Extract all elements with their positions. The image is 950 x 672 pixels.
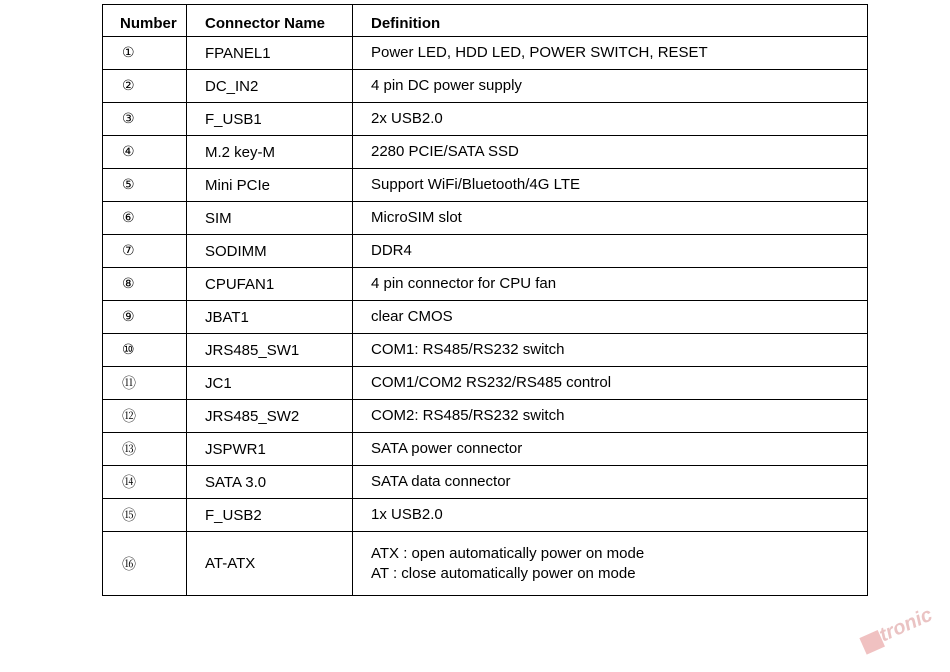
row-number: ② [103, 70, 187, 103]
entronic-watermark [848, 590, 950, 671]
row-number: ⑩ [103, 334, 187, 367]
row-definition [353, 400, 868, 433]
row-definition [353, 433, 868, 466]
definition-line: 4 pin DC power supply [371, 77, 522, 94]
definition-line: MicroSIM slot [371, 209, 462, 226]
row-connector-name: JSPWR1 [187, 433, 353, 466]
row-connector-name: CPUFAN1 [187, 268, 353, 301]
table-row [103, 532, 868, 596]
row-definition [353, 169, 868, 202]
definition-line: Power LED, HDD LED, POWER SWITCH, RESET [371, 44, 708, 61]
row-definition [353, 136, 868, 169]
row-connector-name: SODIMM [187, 235, 353, 268]
definition-line: SATA power connector [371, 440, 523, 457]
table-row [103, 268, 868, 301]
table-row [103, 169, 868, 202]
definition-line: 4 pin connector for CPU fan [371, 275, 557, 292]
definition-line: 1x USB2.0 [371, 506, 443, 523]
definition-line: 2x USB2.0 [371, 110, 443, 127]
row-number: ⑬ [103, 433, 187, 466]
table-row [103, 433, 868, 466]
row-definition [353, 70, 868, 103]
row-number: ⑪ [103, 367, 187, 400]
row-number: ⑭ [103, 466, 187, 499]
row-number: ⑦ [103, 235, 187, 268]
row-number: ⑨ [103, 301, 187, 334]
definition-line: 2280 PCIE/SATA SSD [371, 143, 519, 160]
table-row [103, 499, 868, 532]
definition-line: Support WiFi/Bluetooth/4G LTE [371, 176, 580, 193]
row-definition [353, 301, 868, 334]
row-number: ③ [103, 103, 187, 136]
row-definition [353, 37, 868, 70]
definition-line: DDR4 [371, 242, 412, 259]
definition-line: SATA data connector [371, 473, 511, 490]
table-row [103, 466, 868, 499]
row-connector-name: F_USB2 [187, 499, 353, 532]
table-row [103, 334, 868, 367]
row-number: ⑫ [103, 400, 187, 433]
row-connector-name: DC_IN2 [187, 70, 353, 103]
row-definition [353, 268, 868, 301]
connector-table [102, 4, 868, 596]
row-definition [353, 466, 868, 499]
table-header-row [103, 5, 868, 37]
row-number: ⑯ [103, 532, 187, 596]
row-number: ① [103, 37, 187, 70]
row-definition [353, 532, 868, 596]
table-row [103, 235, 868, 268]
row-connector-name: SIM [187, 202, 353, 235]
table-row [103, 202, 868, 235]
row-number: ⑮ [103, 499, 187, 532]
row-number: ④ [103, 136, 187, 169]
table-row [103, 301, 868, 334]
table-row [103, 136, 868, 169]
row-connector-name: JBAT1 [187, 301, 353, 334]
header-definition: Definition [353, 5, 868, 37]
row-definition [353, 334, 868, 367]
row-number: ⑥ [103, 202, 187, 235]
row-connector-name: SATA 3.0 [187, 466, 353, 499]
row-connector-name: JRS485_SW2 [187, 400, 353, 433]
header-connector-name: Connector Name [187, 5, 353, 37]
table-row [103, 367, 868, 400]
row-connector-name: Mini PCIe [187, 169, 353, 202]
table-row [103, 103, 868, 136]
table-row [103, 400, 868, 433]
row-connector-name: FPANEL1 [187, 37, 353, 70]
definition-line: clear CMOS [371, 308, 453, 325]
row-number: ⑧ [103, 268, 187, 301]
row-definition [353, 367, 868, 400]
table-row [103, 70, 868, 103]
definition-line: COM2: RS485/RS232 switch [371, 407, 565, 424]
row-number: ⑤ [103, 169, 187, 202]
row-connector-name: JC1 [187, 367, 353, 400]
definition-line: COM1/COM2 RS232/RS485 control [371, 374, 612, 391]
row-connector-name: M.2 key-M [187, 136, 353, 169]
row-connector-name: JRS485_SW1 [187, 334, 353, 367]
row-definition [353, 202, 868, 235]
definition-line: COM1: RS485/RS232 switch [371, 341, 565, 358]
table-row [103, 37, 868, 70]
header-number: Number [103, 5, 187, 37]
row-definition [353, 235, 868, 268]
definition-line: AT : close automatically power on mode [371, 564, 636, 582]
row-definition [353, 499, 868, 532]
row-definition [353, 103, 868, 136]
table-body [103, 37, 868, 596]
row-connector-name: AT-ATX [187, 532, 353, 596]
definition-line: ATX : open automatically power on mode [371, 544, 645, 562]
watermark-brand-text: tronic [876, 603, 936, 647]
row-connector-name: F_USB1 [187, 103, 353, 136]
